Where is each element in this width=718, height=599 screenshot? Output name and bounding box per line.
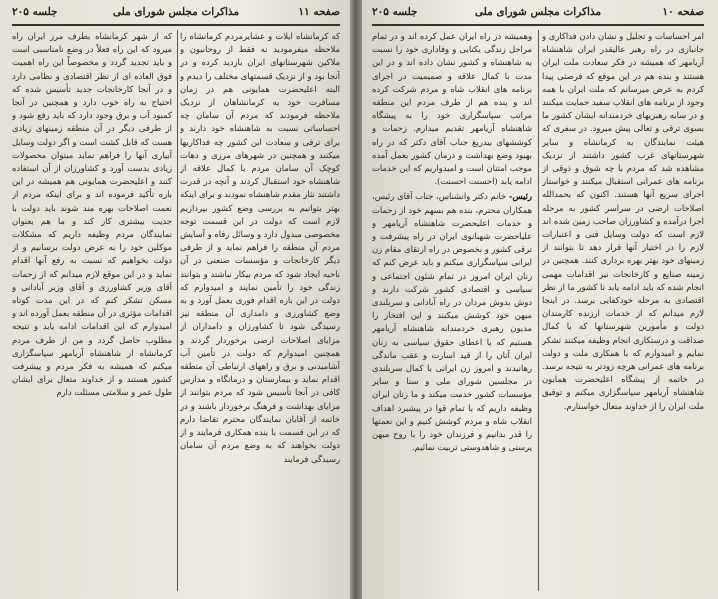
column-divider [538,30,539,591]
paragraph: که کرمانشاه ایلات و عشایرمردم کرمانشاه را ملاحظه میفرمودید نه فقط از روحانیون و ملاکین شهرستانهای ایران بازدید کرده و در آنجا بود و از نزدیک قسمتهای مختلف را دیدم و البته اعلیحضرت همایونی هم در زمان مسافرت خود به کرمانشاهان از نزدیک ملاحظه فرمودند که مردم آن سامان چه احساساتی نسبت به شاهنشاه خود دارند و برای ترقی و سعادت این کشور چه فداکاریها میکنند و همچنین در شهرهای مرزی و دهات کوچک آن سامان مردم با کمال علاقه از شاهنشاه خود استقبال کردند و آنچه در قدرت داشتند نثار مقدم شاهنشاه نمودند و برای اینکه بهتر بتوانیم به بررسی وضع کشور بپردازیم لازم است که دولت در این قسمت توجه مخصوصی مبذول دارد و وسائل رفاه و آسایش مردم آن منطقه را فراهم نماید و از طرفی دیگر کارخانجات و مؤسسات صنعتی در آن ناحیه ایجاد شود که مردم بیکار نباشند و بتوانند زندگی خود را تأمین نمایند و امیدوارم که دولت در این باره اقدام فوری بعمل آورد و به وضع کشاورزی و دامداری آن منطقه نیز رسیدگی شود تا کشاورزان و دامداران از مزایای اصلاحات ارضی برخوردار گردند و همچنین امیدوارم که دولت در تأمین آب آشامیدنی و برق و راههای ارتباطی آن منطقه اقدام نماید و بیمارستان و درمانگاه و مدارس کافی در آنجا تأسیس شود که مردم بتوانند از مزایای بهداشت و فرهنگ برخوردار باشند و در خاتمه از آقایان نمایندگان محترم تقاضا دارم که در این قسمت با بنده همکاری فرمایند و از دولت بخواهند که به وضع مردم آن سامان رسیدگی فرمایند [180,31,340,464]
page-left [0,0,350,599]
session-number: جلسه ۲۰۵ [372,6,418,18]
text-column-left [372,30,532,593]
paragraph: وهمیشه در راه ایران عمل کرده اند و در تمام مراحل زندگی یکتایی و وفاداری خود را نسبت به شاهنشاه و کشور نشان داده اند و در این مدت با کمال علاقه و صمیمیت در اجرای برنامه های انقلاب شاه و مردم شرکت کرده اند و بنده هم از طرف مردم این منطقه مراتب سپاسگزاری خود را به پیشگاه شاهنشاه آریامهر تقدیم میدارم. زحمات و کوششهای بیدریغ جناب آقای دکتر که در راه بهبود وضع بهداشت و درمان کشور بعمل آمده موجب امتنان است و امیدواریم که این خدمات ادامه یابد (احسنت احسنت). [372,31,532,187]
session-number: جلسه ۲۰۵ [12,6,58,18]
journal-title: مذاکرات مجلس شورای ملی [474,6,602,18]
journal-title: مذاکرات مجلس شورای ملی [112,6,240,18]
page-header [12,6,340,24]
text-column-right [542,30,704,593]
header-rule [12,24,340,26]
speech-text: خانم دکتر وانشناس، جناب آقای رئیس، همکاران محترم، بنده هم بسهم خود از زحمات و خدمات اعلیحضرت شاهنشاه آریامهر و علیاحضرت شهبانوی ایران در راه پیشرفت و ترقی کشور و بخصوص در راه ارتقای مقام زن ایرانی سپاسگزاری میکنم و باید عرض کنم که زنان ایران امروز در تمام شئون اجتماعی و سیاسی و اقتصادی کشور شرکت دارند و دوش بدوش مردان در راه آبادانی و سربلندی میهن خود کوشش میکنند و این افتخار را مدیون رهبری خردمندانه شاهنشاه آریامهر هستیم که با اعطای حقوق سیاسی به زنان ایران آنان را از قید اسارت و عقب ماندگی رهانیدند و امروز زن ایرانی با کمال سربلندی در مجلسین شورای ملی و سنا و سایر مؤسسات کشور خدمت میکند و ما زنان ایران وظیفه داریم که با تمام قوا در پیشبرد اهداف انقلاب شاه و مردم کوشش کنیم و این نعمتها را قدر بدانیم و فرزندان خود را با روح میهن پرستی و شاهدوستی تربیت نمائیم. [372,191,532,453]
page-number: صفحه ۱۰ [662,6,704,18]
column-divider [177,30,178,591]
page-right [362,0,718,599]
page-header [372,6,704,24]
book-gutter [350,0,362,599]
speech-paragraph [372,190,532,454]
text-column-right [180,30,340,593]
speaker-label: رئیس- [508,191,532,202]
header-rule [372,24,704,26]
text-column-left [12,30,172,593]
page-number: صفحه ۱۱ [298,6,340,18]
paragraph: که از شهر کرمانشاه بطرف مرز ایران راه میرود که این راه فعلاً در وضع نامناسبی است و باید تجدید گردد و مخصوصاً این راه اهمیت فوق العاده ای از نظر اقتصادی و نظامی دارد و در آنجا کارخانجات جدید تأسیس شده که احتیاج به راه خوب دارد و همچنین در آنجا کمبود آب و برق وجود دارد که باید رفع شود و از طرفی دیگر در آن منطقه زمینهای زیادی هست که قابل کشت است و اگر دولت وسایل آبیاری آنها را فراهم نماید میتوان محصولات زیادی بدست آورد و کشاورزان از آن استفاده کنند و اعلیحضرت همایونی هم همیشه در این باره تأکید فرموده اند و برای اینکه مردم از نعمت اصلاحات بهره مند شوند باید دولت با جدیت بیشتری کار کند و ما هم بعنوان نمایندگان مردم وظیفه داریم که مشکلات موکلین خود را به عرض دولت برسانیم و از دولت بخواهیم که نسبت به رفع آنها اقدام نماید و در این موقع لازم میدانم که از زحمات آقای وزیر کشاورزی و آقای وزیر آبادانی و مسکن تشکر کنم که در این مدت کوتاه اقدامات مؤثری در آن منطقه بعمل آورده اند و امیدوارم که این اقدامات ادامه یابد و نتیجه مطلوب حاصل گردد و من از طرف مردم کرمانشاه از شاهنشاه آریامهر سپاسگزاری میکنم که همیشه به فکر مردم و پیشرفت کشور هستند و از خداوند متعال برای ایشان طول عمر و سلامتی مسئلت دارم [12,31,172,398]
paragraph: امر احساسات و تجلیل و نشان دادن فداکاری و جانبازی در راه رهبر عالیقدر ایران شاهنشاه آریامهر که همیشه در فکر سعادت ملت ایران هستند و بنده هم در این موقع که فرصتی پیدا کردم به عرض میرسانم که ملت ایران با همه وجود از برنامه های انقلاب سفید حمایت میکنند و در سایه رهبریهای خردمندانه ایشان کشور ما بسوی ترقی و تعالی پیش میرود. در سفری که هیئت نمایندگان به کرمانشاه و سایر شهرستانهای غرب کشور داشتند از نزدیک مشاهده شد که مردم با چه شوق و ذوقی از برنامه های عمرانی استقبال میکنند و خواستار اجرای سریع آنها هستند. اکنون که بحمدالله اصلاحات ارضی در سراسر کشور به مرحله اجرا درآمده و کشاورزان صاحب زمین شده اند لازم است که دولت وسایل فنی و اعتبارات لازم را در اختیار آنها قرار دهد تا بتوانند از زمینهای خود بهتر بهره برداری کنند. همچنین در زمینه صنایع و کارخانجات نیز اقدامات مهمی انجام شده که باید ادامه یابد تا کشور ما از نظر اقتصادی به مرحله خودکفایی برسد. در اینجا لازم میدانم که از خدمات ارزنده کارمندان دولت و مأمورین شهرستانها که با کمال صداقت و درستکاری انجام وظیفه میکنند تشکر نمایم و امیدوارم که با همکاری ملت و دولت برنامه های عمرانی هرچه زودتر به نتیجه برسد. در خاتمه از پیشگاه اعلیحضرت همایون شاهنشاه آریامهر سپاسگزاری میکنم و توفیق ملت ایران را از خداوند متعال خواستارم. [542,31,704,411]
